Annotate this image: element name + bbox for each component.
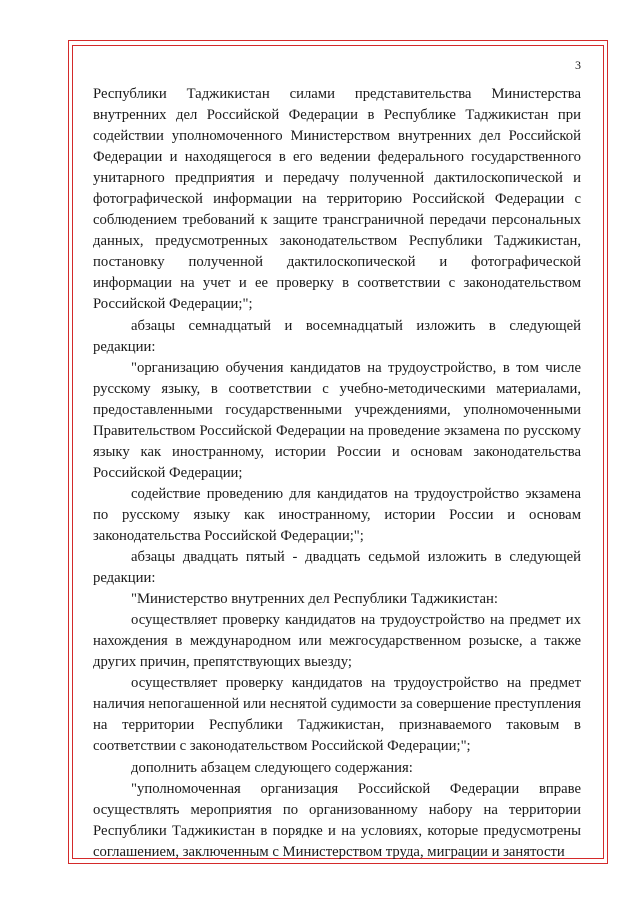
paragraph: содействие проведению для кандидатов на трудоустройство экзамена по русскому языку как иностранному, истории России и основам законодательства Российской Федерации;"; [93, 485, 581, 544]
paragraph: осуществляет проверку кандидатов на трудоустройство на предмет наличия непогашенной или неснятой судимости за совершение преступления на территории Республики Таджикистан, признаваемого таковым в соответствии с законодательством Российской Федерации;"; [93, 675, 581, 755]
page-number: 3 [575, 58, 581, 72]
paragraph: Республики Таджикистан силами представительства Министерства внутренних дел Российской Федерации в Республике Таджикистан при содействии уполномоченного Министерством внутренних дел Российской Федерации и находящегося в его ведении федерального государственного унитарного предприятия и передачу полученной дактилоскопической и фотографической информации на территорию Российской Федерации с соблюдением требований к защите трансграничной передачи персональных данных, предусмотренных законодательством Республики Таджикистан, постановку полученной дактилоскопической и фотографической информации на учет и ее проверку в соответствии с законодательством Российской Федерации;"; [93, 86, 581, 313]
paragraph: "организацию обучения кандидатов на трудоустройство, в том числе русскому языку, в соответствии с учебно-методическими материалами, предоставленными государственными учреждениями, уполномоченными Правительством Российской Федерации на проведение экзамена по русскому языку как иностранному, истории России и основам законодательства Российской Федерации; [93, 359, 581, 481]
paragraph: абзацы семнадцатый и восемнадцатый изложить в следующей редакции: [93, 317, 581, 355]
paragraph: "уполномоченная организация Российской Федерации вправе осуществлять мероприятия по организованному набору на территории Республики Таджикистан в порядке и на условиях, которые предусмотрены соглашением, заключенным с Министерством труда, миграции и занятости [93, 780, 581, 860]
paragraph: дополнить абзацем следующего содержания: [131, 759, 413, 776]
paragraph: осуществляет проверку кандидатов на трудоустройство на предмет их нахождения в международном или межгосударственном розыске, а также других причин, препятствующих выезду; [93, 612, 581, 671]
paragraph: "Министерство внутренних дел Республики Таджикистан: [131, 591, 498, 608]
document-body [93, 84, 581, 863]
paragraph: абзацы двадцать пятый - двадцать седьмой изложить в следующей редакции: [93, 549, 581, 587]
